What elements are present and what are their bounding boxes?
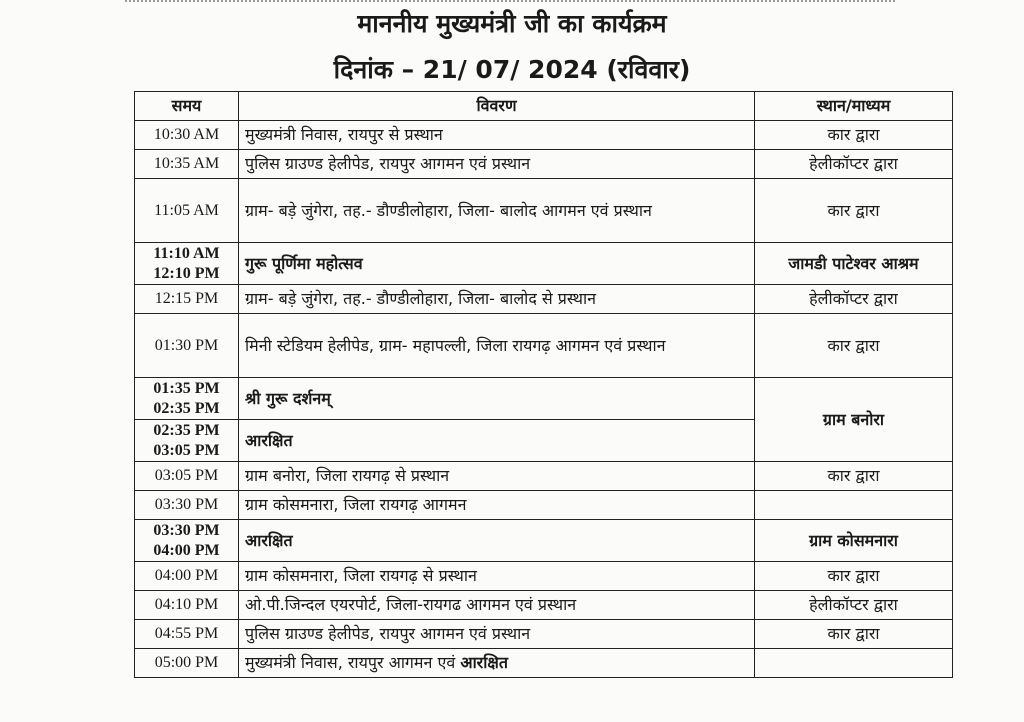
table-row [135,285,953,314]
table-row [135,562,953,591]
row-time: 01:30 PM [135,314,239,378]
table-row [135,150,953,179]
table-header-row [135,92,953,121]
row-details: आरक्षित [239,520,755,562]
row-time: 10:35 AM [135,150,239,179]
page-date: दिनांक – 21/ 07/ 2024 (रविवार) [333,55,691,84]
row-time-start: 02:35 PM [153,421,220,439]
row-details: पुलिस ग्राउण्ड हेलीपेड, रायपुर आगमन एवं प्रस्थान [239,150,755,179]
table-row [135,620,953,649]
row-details-bold: आरक्षित [460,653,508,672]
row-details-text: मुख्यमंत्री निवास, रायपुर आगमन एवं [245,653,456,672]
row-details: श्री गुरू दर्शनम् [239,378,755,420]
row-place: हेलीकॉप्टर द्वारा [755,591,953,620]
table-row [135,121,953,150]
table-row [135,491,953,520]
row-time: 04:00 PM [135,562,239,591]
row-time: 04:10 PM [135,591,239,620]
row-place: हेलीकॉप्टर द्वारा [755,285,953,314]
row-time-end: 02:35 PM [153,399,220,417]
table-row [135,520,953,562]
row-place: जामडी पाटेश्वर आश्रम [755,243,953,285]
row-place: हेलीकॉप्टर द्वारा [755,150,953,179]
row-time-end: 12:10 PM [153,264,220,282]
row-place: कार द्वारा [755,462,953,491]
row-details: ग्राम कोसमनारा, जिला रायगढ़ से प्रस्थान [239,562,755,591]
row-details: ग्राम बनोरा, जिला रायगढ़ से प्रस्थान [239,462,755,491]
row-place: ग्राम बनोरा [755,378,953,462]
row-details: मिनी स्टेडियम हेलीपेड, ग्राम- महापल्ली, जिला रायगढ़ आगमन एवं प्रस्थान [239,314,755,378]
row-place [755,491,953,520]
table-row [135,649,953,678]
row-place: कार द्वारा [755,121,953,150]
row-details: ओ.पी.जिन्दल एयरपोर्ट, जिला-रायगढ आगमन एवं प्रस्थान [239,591,755,620]
row-time [135,243,239,285]
row-time-start: 03:30 PM [153,521,220,539]
row-time: 11:05 AM [135,179,239,243]
column-header-time: समय [135,92,239,121]
row-place: ग्राम कोसमनारा [755,520,953,562]
row-time: 10:30 AM [135,121,239,150]
table-row [135,243,953,285]
row-time [135,378,239,420]
page-title: माननीय मुख्यमंत्री जी का कार्यक्रम [357,9,667,38]
row-details: ग्राम- बड़े जुंगेरा, तह.- डौण्डीलोहारा, जिला- बालोद आगमन एवं प्रस्थान [239,179,755,243]
row-time [135,520,239,562]
row-time: 12:15 PM [135,285,239,314]
row-details: गुरू पूर्णिमा महोत्सव [239,243,755,285]
column-header-place: स्थान/माध्यम [755,92,953,121]
table-row [135,314,953,378]
table-row [135,179,953,243]
row-details: पुलिस ग्राउण्ड हेलीपेड, रायपुर आगमन एवं प्रस्थान [239,620,755,649]
table-row [135,462,953,491]
row-details: ग्राम- बड़े जुंगेरा, तह.- डौण्डीलोहारा, जिला- बालोद से प्रस्थान [239,285,755,314]
row-place: कार द्वारा [755,562,953,591]
row-place: कार द्वारा [755,179,953,243]
row-place: कार द्वारा [755,314,953,378]
row-time: 04:55 PM [135,620,239,649]
row-place [755,649,953,678]
row-time-start: 11:10 AM [153,244,220,262]
row-details [239,649,755,678]
row-time-end: 03:05 PM [153,441,220,459]
row-details: मुख्यमंत्री निवास, रायपुर से प्रस्थान [239,121,755,150]
row-time-end: 04:00 PM [153,541,220,559]
top-dotted-line [125,0,895,2]
column-header-details: विवरण [239,92,755,121]
row-time: 03:30 PM [135,491,239,520]
schedule-table [134,91,953,678]
row-place: कार द्वारा [755,620,953,649]
row-time-start: 01:35 PM [153,379,220,397]
table-row [135,591,953,620]
row-details: ग्राम कोसमनारा, जिला रायगढ़ आगमन [239,491,755,520]
row-time: 05:00 PM [135,649,239,678]
row-time [135,420,239,462]
table-row [135,378,953,420]
row-time: 03:05 PM [135,462,239,491]
row-details: आरक्षित [239,420,755,462]
